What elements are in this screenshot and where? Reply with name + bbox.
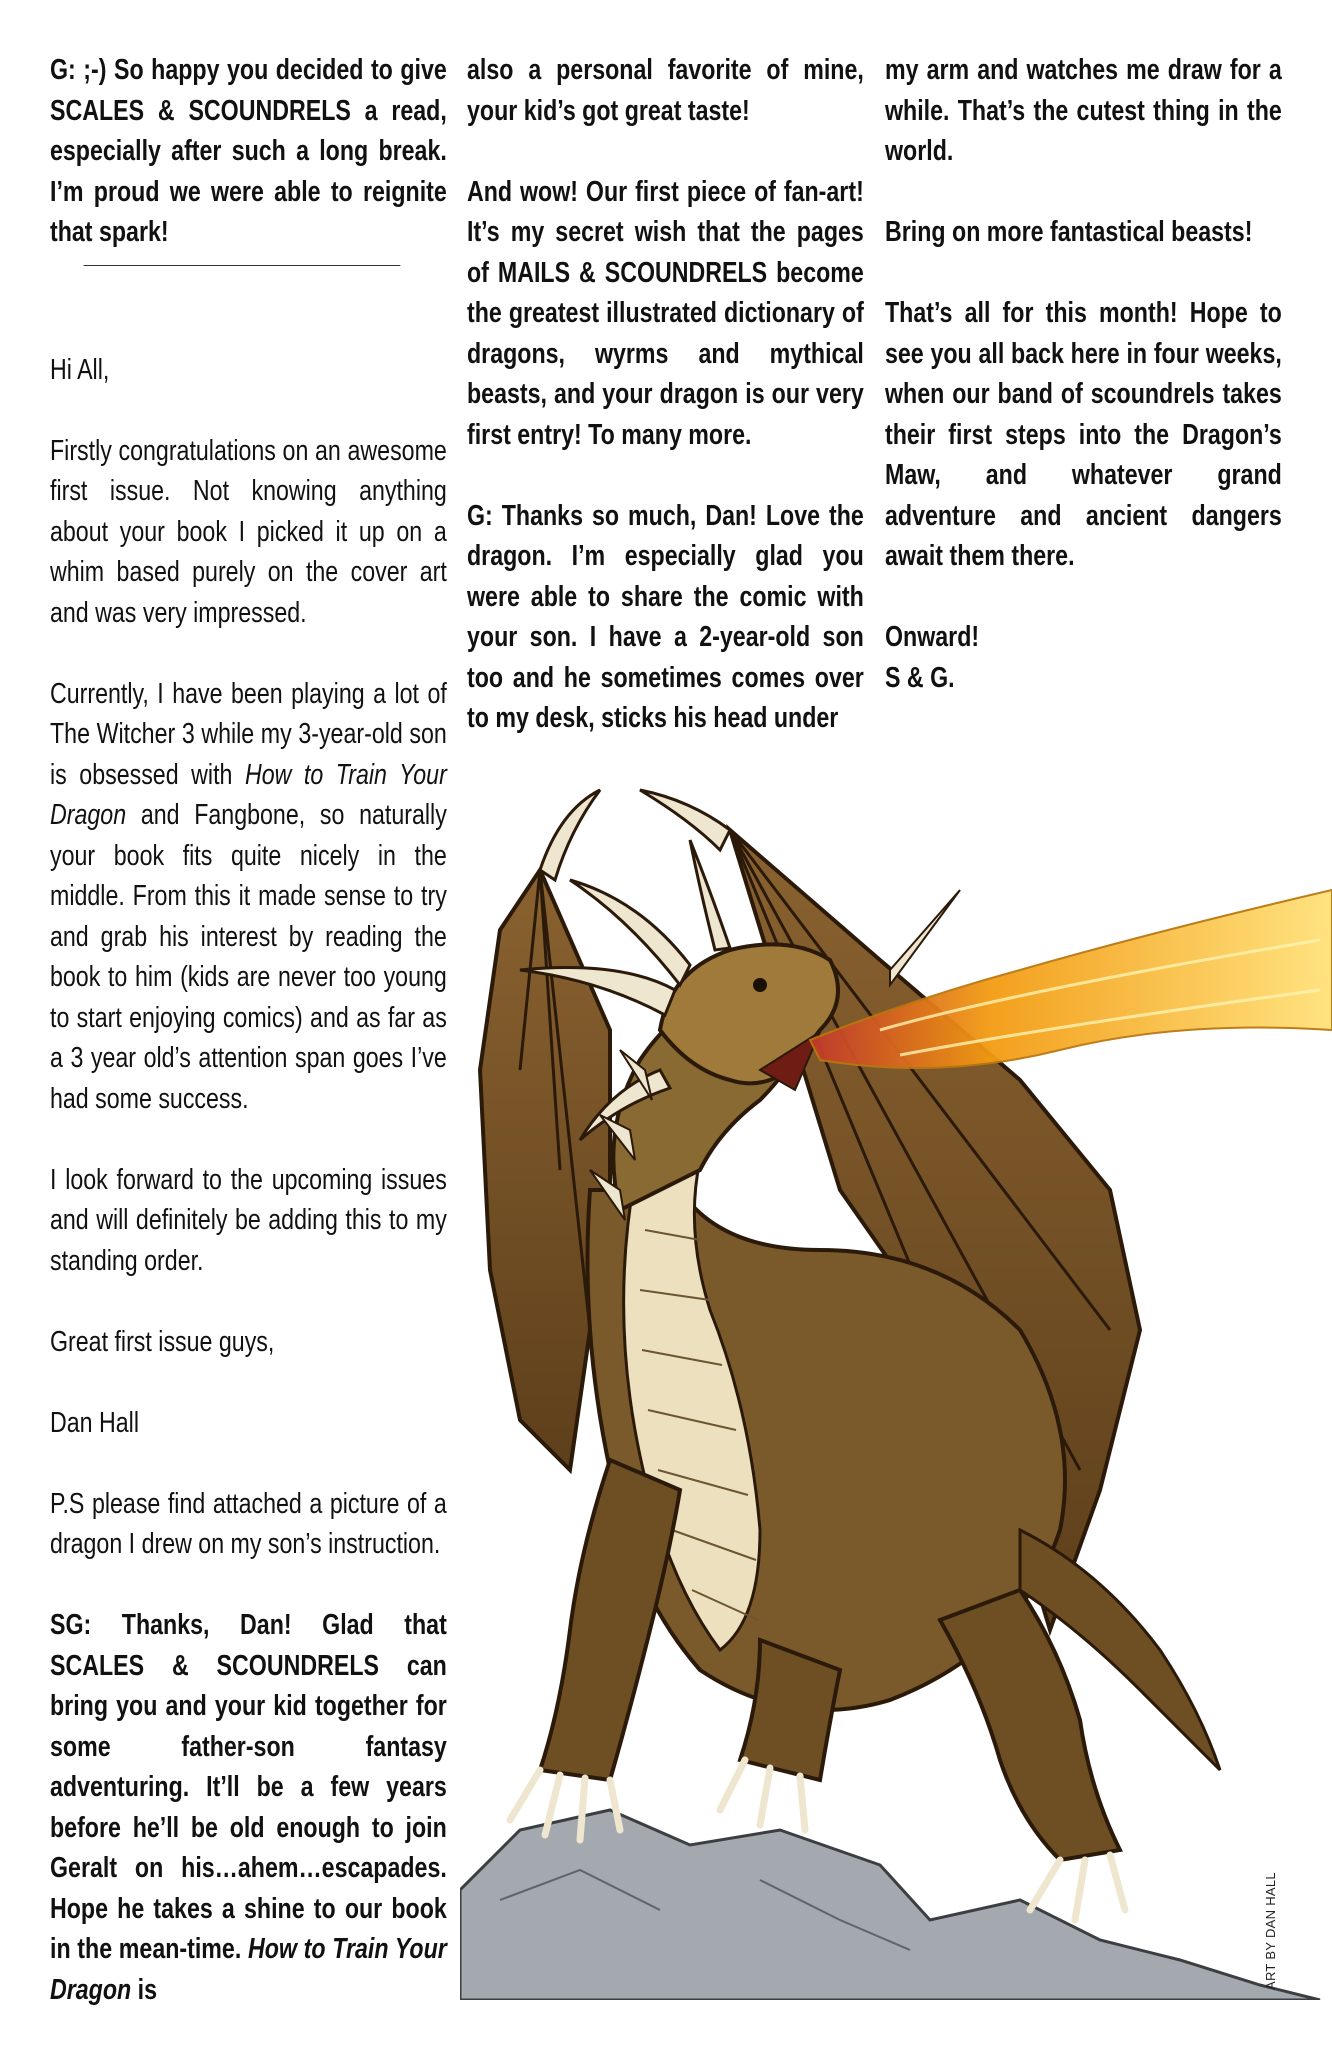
signature-line: S & G. (885, 661, 955, 694)
letter-signature: Dan Hall (50, 1406, 139, 1439)
dragon-eye (753, 978, 767, 992)
right-wing-claw (640, 790, 730, 850)
dragon-front-leg (540, 1460, 680, 1780)
letter-paragraph: Currently, I have been playing a lot of The Witcher 3 while my 3-year-old son is obsessed with How to Train Your Dragon and Fangbone, so naturally your book fits quite nicely in the middle. From this it made sense to try and grab his interest by reading the book to him (kids are never too young to start enjoying comics) and as far as a 3 year old’s attention span goes I’ve had some success. (50, 677, 447, 1115)
closing-paragraph: That’s all for this month! Hope to see you all back here in four weeks, when our band of scoundrels takes their first steps into the Dragon’s Maw, and whatever grand adventure and ancient dangers await them there. (885, 297, 1282, 572)
letter-postscript: P.S please find attached a picture of a dragon I drew on my son’s instruction. (50, 1487, 447, 1560)
reply-paragraph: G: Thanks so much, Dan! Love the dragon. I’m especially glad you were able to share the comic with your son. I have a 2-year-old son too and he sometimes comes over to my desk, sticks his head under (467, 499, 864, 734)
letter-paragraph: I look forward to the upcoming issues and will definitely be adding this to my standing order. (50, 1163, 447, 1277)
rock-base (460, 1810, 1320, 2000)
letter-greeting: Hi All, (50, 353, 110, 386)
letters-column-2 (467, 50, 864, 739)
reply-paragraph: also a personal favorite of mine, your kid’s got great taste! (467, 54, 864, 127)
reply-intro: G: ;-) So happy you decided to give SCALES & SCOUNDRELS a read, especially after such a long break. I’m proud we were able to reignite that spark! (50, 54, 447, 248)
left-wing-claw (540, 790, 600, 880)
dragon-illustration (460, 770, 1332, 2000)
letter-paragraph: Firstly congratulations on an awesome first issue. Not knowing anything about your book I picked it up on a whim based purely on the cover art and was very impressed. (50, 434, 447, 629)
letters-column-3 (885, 50, 1282, 698)
art-credit: ART BY DAN HALL (1263, 1872, 1278, 1990)
onward-line: Onward! (885, 621, 980, 653)
reply-paragraph: my arm and watches me draw for a while. That’s the cutest thing in the world. (885, 54, 1282, 167)
dragon-horn (690, 840, 730, 950)
letter-signoff: Great first issue guys, (50, 1325, 275, 1358)
reply-paragraph: SG: Thanks, Dan! Glad that SCALES & SCOUNDRELS can bring you and your kid together for some father-son fantasy adventuring. It’ll be a few years before he’ll be old enough to join Geralt on his…ahem…escapades. Hope he takes a shine to our book in the mean-time. How to Train Your Dragon is (50, 1609, 447, 2006)
reply-paragraph: And wow! Our first piece of fan-art! It’s my secret wish that the pages of MAILS & SCOUNDRELS become the greatest illustrated dictionary of dragons, wyrms and mythical beasts, and your dragon is our very first entry! To many more. (467, 175, 864, 451)
letters-column-1 (50, 50, 447, 2010)
reply-paragraph: Bring on more fantastical beasts! (885, 216, 1253, 248)
